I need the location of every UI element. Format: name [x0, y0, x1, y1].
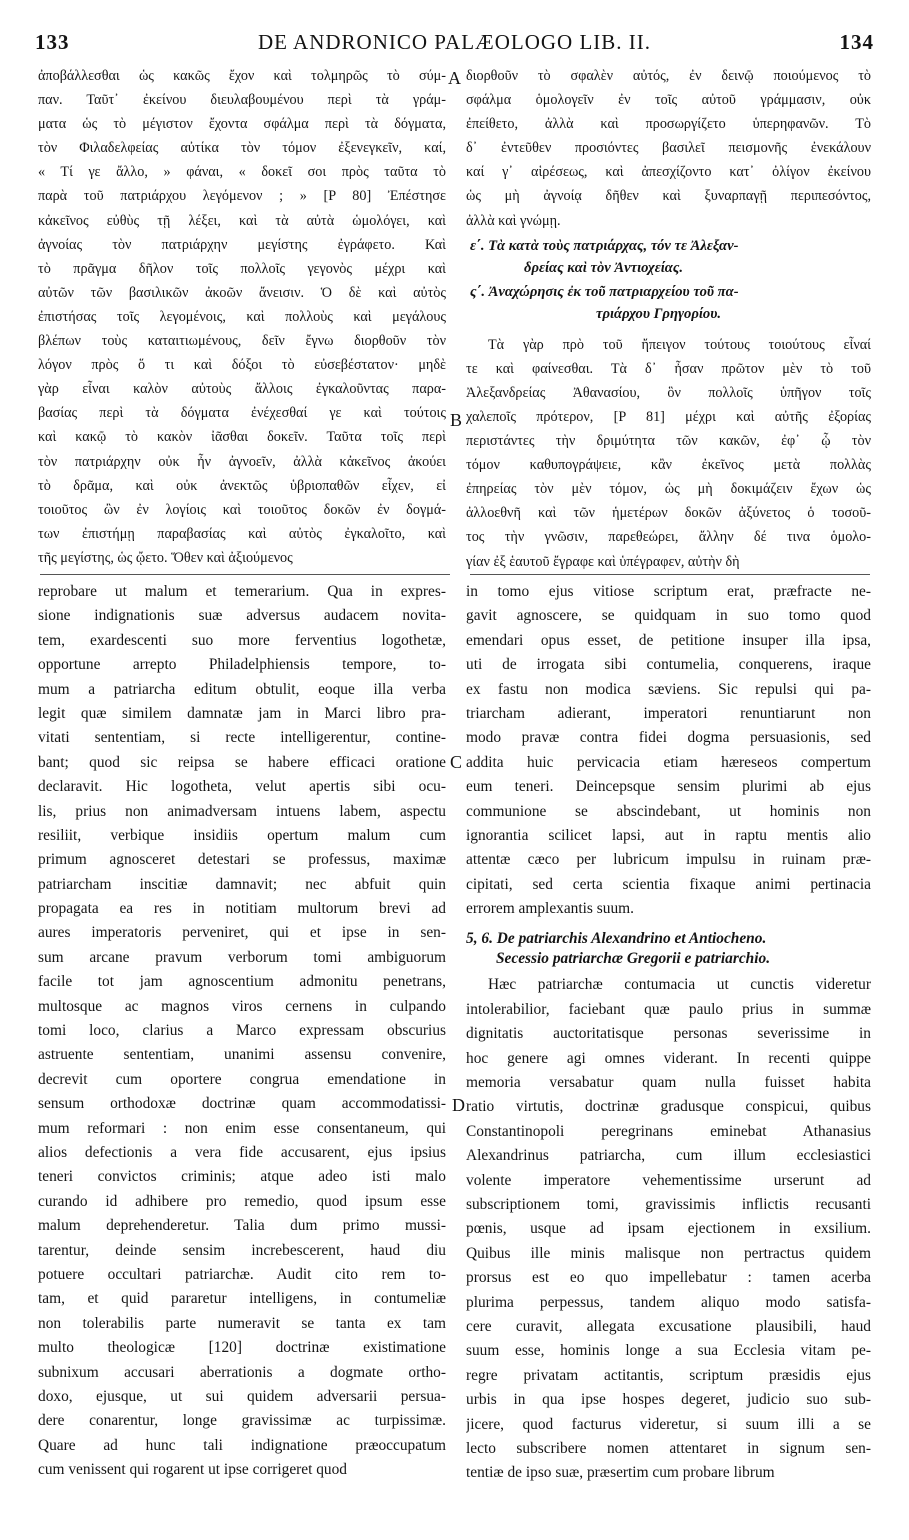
latin-right-top-line: eum teneri. Deincepsque sensim plurimi ab ejus	[466, 778, 871, 796]
latin-left-line: cum venissent qui rogarent ut ipse corrigeret quod	[38, 1461, 348, 1479]
latin-right-top-line: gavit agnoscere, se quidquam in suo tomo quod	[466, 607, 871, 625]
greek-right-bottom-line: τόμον καθυπογράψειε, κἂν ἐκεῖνος μετὰ πολλὰς	[466, 457, 871, 474]
latin-left-line: declaravit. Hic logotheta, velut apertis sibi ocu-	[38, 778, 446, 796]
greek-right-top-line: δ᾽ ἐντεῦθεν προσιόντες βασιλεῖ πεισμονῆς ἐνεκάλουν	[466, 140, 871, 157]
latin-column-left	[38, 580, 446, 1482]
greek-right-bottom-line: γίαν ἐξ ἑαυτοῦ ἔγραφε καὶ ὑπέγραφεν, αὐτὴν δὴ	[466, 553, 740, 570]
greek-heading-5-line1: ε΄. Τὰ κατὰ τοὺς πατριάρχας, τόν τε Ἀλεξαν-	[470, 237, 739, 254]
greek-right-top-line: διορθοῦν τὸ σφαλὲν αὐτός, ἐν δεινῷ ποιούμενος τὸ	[466, 68, 871, 84]
greek-right-top-text	[466, 64, 871, 233]
latin-left-line: Quare ad hunc tali indignatione præoccupatum	[38, 1436, 446, 1454]
margin-letter-c: C	[450, 752, 463, 772]
latin-left-line: malum deprehenderetur. Talia dum primo mussi-	[38, 1217, 446, 1235]
latin-right-top-line: errorem amplexantis suum.	[466, 900, 634, 918]
latin-right-bottom-line: subscriptionem tomi, gravissimis inflictis recusanti	[466, 1195, 871, 1213]
latin-left-line: mum a patriarcha editum obtulit, eoque illa verba	[38, 680, 446, 698]
latin-left-line: resiliit, verbique insidiis opertum malum cum	[38, 826, 446, 844]
greek-left-line: τοιοῦτος ὢν ἐν λογίοις καὶ τοιοῦτος δοκῶν ἐν δογμά-	[38, 501, 446, 518]
latin-right-bottom-line: ratio virtutis, doctrinæ gradusque conspicui, quibus	[466, 1098, 871, 1116]
latin-right-top-line: ex fastu non modica sæviens. Sic repulsi qui pa-	[466, 680, 871, 698]
latin-left-line: tarentur, deinde sensim increbescerent, haud diu	[38, 1241, 446, 1259]
latin-left-line: lis, prius non animadversam intuens labem, aspectu	[38, 802, 446, 820]
latin-left-line: doxo, ejusque, ut sui quidem adversarii persua-	[38, 1387, 446, 1405]
latin-right-top-line: communione se abscindebant, ut hominis non	[466, 802, 871, 820]
latin-right-bottom-line: suum esse, hominis longe a sua Ecclesia vitam pe-	[466, 1342, 871, 1360]
latin-left-line: mum reformari : non enim esse consentaneum, qui	[38, 1119, 446, 1137]
latin-left-line: curando id adhibere pro remedio, quod ipsum esse	[38, 1192, 446, 1210]
greek-left-line: λόγον πρὸς ὅ τι καὶ δόξοι τὸ εὐσεβέστατον· μηδὲ	[38, 357, 446, 374]
greek-right-top-line: ἀλλὰ καὶ γνώμῃ.	[466, 212, 561, 229]
greek-right-bottom-line: ἐπηρείας τὸν μὲν τόμον, ὡς μὴ δοκιμάζειν ἔχων ὡς	[466, 481, 871, 498]
latin-right-top-line: modo pravæ contra fidei dogma persuasionis, sed	[466, 729, 871, 747]
greek-left-line: ἀποβάλλεσθαι ὡς κακῶς ἔχον καὶ τολμηρῶς τὸ σύμ-	[38, 68, 446, 84]
latin-right-top-line: emendari opus esset, de petitione insuper illa ipsa,	[466, 631, 871, 649]
latin-left-line: tomi loco, clarius a Marco expressam obscurius	[38, 1022, 446, 1040]
latin-left-line: vitati sententiam, si recte intelligerentur, contine-	[38, 729, 446, 747]
greek-left-line: τῆς μεγίστης, ὡς ᾤετο. Ὅθεν καὶ ἀξιούμενος	[38, 549, 293, 566]
latin-left-line: multo theologicæ [120] doctrinæ existimatione	[38, 1339, 446, 1357]
latin-left-line: non tolerabilis parte numeravit se tanta ex tam	[38, 1314, 446, 1332]
latin-right-bottom-line: plurima perpessus, tandem aliquo modo satisfa-	[466, 1293, 871, 1311]
greek-right-top-line: ἐπείθετο, ἀλλὰ καὶ προσωργίζετο ὑπερηφανῶν. Τὸ	[466, 116, 871, 133]
greek-left-line: τὸν Φιλαδελφείας αὐτίκα τὸν τόμον ἐξενεγκεῖν, καί,	[38, 140, 446, 157]
greek-left-line: γὰρ εἶναι καλὸν αὐτοὺς ἄλλοις ἐγκαλοῦντας παρα-	[38, 381, 446, 398]
latin-left-line: sum arcane pravum verborum tomi ambiguorum	[38, 948, 446, 966]
greek-right-bottom-text	[466, 333, 871, 574]
running-title: DE ANDRONICO PALÆOLOGO LIB. II.	[257, 30, 652, 54]
latin-left-line: tem, exardescenti suo more ferventius logothetæ,	[38, 631, 446, 649]
greek-right-top-line: καί γ᾽ αἱρέσεως, καὶ ἀπεσχίζοντο κατ᾽ ὀλίγον ἐκείνου	[466, 164, 871, 181]
latin-right-bottom-line: regre privatam actitantis, scriptum præsidis ejus	[466, 1366, 871, 1384]
greek-right-bottom-line: ἀλλοεθνῆ καὶ τῶν ἡμετέρων δοκῶν ἀξύνετος ὁ τοσοῦ-	[466, 505, 871, 522]
greek-right-bottom-line: Τὰ γὰρ πρὸ τοῦ ἤπειγον τούτους τοιούτους εἶναί	[488, 336, 871, 353]
latin-heading-line2: Secessio patriarchæ Gregorii e patriarchio.	[496, 950, 771, 968]
latin-right-bottom-line: pœnis, usque ad ipsam ejectionem in exsilium.	[466, 1220, 871, 1238]
latin-column-right	[466, 580, 871, 1486]
latin-left-line: reprobare ut malum et temerarium. Qua in expres-	[38, 583, 446, 600]
latin-left-line: facile tot jam agnoscentium admonitu penetrans,	[38, 973, 446, 991]
latin-right-bottom-line: hoc genere agi omnes viderant. In recenti quippe	[466, 1049, 871, 1067]
greek-left-line: τὸ δρᾶμα, καὶ οὐκ ἀνεκτῶς ὑβριοπαθῶν εἶχεν, εἰ	[38, 477, 446, 494]
page-number-right: 134	[839, 30, 874, 54]
greek-left-line: ἐπιστήσας τοῖς λεγομένοις, καὶ πολλοὺς καὶ μεγάλους	[38, 308, 446, 325]
greek-right-bottom-line: χαλεποῖς πρότερον, [P 81] μέχρι καὶ αὐτῆς ἐξορίας	[466, 408, 871, 425]
latin-left-line: multosque ac magnos viros cernens in culpando	[38, 997, 446, 1015]
latin-right-top-line: ignorantia scilicet lapsi, aut in raptu mentis alio	[466, 826, 871, 844]
margin-letter-b: B	[450, 410, 463, 430]
latin-right-bottom-line: volente imperatore vehementissime urserunt ad	[466, 1171, 871, 1189]
greek-right-top-line: σφάλμα ὁμολογεῖν ἐν τοῖς αὐτοῦ γράμμασιν, οὐκ	[466, 92, 871, 109]
greek-heading-6-line1: ς΄. Ἀναχώρησις ἐκ τοῦ πατριαρχείου τοῦ πα-	[470, 283, 739, 300]
running-header	[30, 30, 879, 56]
greek-left-line: αὐτῶν τῶν βασιλικῶν ἀκοῶν ἄνεισιν. Ὁ δὲ καὶ αὐτὸς	[38, 284, 446, 301]
latin-right-bottom-line: intolerabilior, faciebant quæ paulo prius in summæ	[466, 1000, 871, 1018]
latin-left-line: legit quæ similem damnatæ jam in Marci libro pra-	[38, 704, 446, 722]
latin-right-bottom-line: Quibus ille minis malisque non pertractus quidem	[466, 1244, 871, 1262]
margin-letter-a: A	[448, 68, 461, 88]
margin-letter-d: D	[452, 1095, 465, 1115]
greek-left-line: « Τί γε ἄλλο, » φάναι, « δοκεῖ σοι πρὸς ταῦτα τὸ	[38, 164, 446, 181]
latin-left-line: alios defectionis a vera fide accusarent, ejus ipsius	[38, 1143, 446, 1161]
column-rule-right	[470, 574, 870, 575]
latin-left-line: teneri convictos criminis; atque adeo isti malo	[38, 1168, 446, 1186]
latin-right-bottom-line: Constantinopoli peregrinans eminebat Athanasius	[466, 1122, 871, 1140]
greek-left-line: παρὰ τοῦ πατριάρχου λεγόμενον ; » [P 80] Ἐπέστησε	[38, 188, 446, 205]
latin-right-bottom-text	[466, 973, 871, 1485]
latin-right-bottom-line: dignitatis auctoritatisque personas severissime in	[466, 1025, 871, 1043]
latin-left-line: propagata ea res in notitiam multorum brevi ad	[38, 900, 446, 918]
latin-left-line: subnixum accusari aberrationis a dogmate ortho-	[38, 1363, 446, 1381]
latin-right-top-line: cipitati, sed certa scientia fixaque animi pertinacia	[466, 875, 871, 893]
greek-left-line: βασίας περὶ τὰ δόγματα ἐνέχεσθαί γε καὶ τούτοις	[38, 405, 446, 422]
latin-right-bottom-line: memoria versabatur quam nulla fuisset habita	[466, 1074, 871, 1092]
latin-left-line: primum agnosceret detestari se professus, maximæ	[38, 851, 446, 869]
greek-column-right	[466, 64, 871, 574]
latin-right-bottom-line: Hæc patriarchæ contumacia ut cunctis videretur	[488, 976, 871, 994]
latin-left-line: astruente sententiam, unanimi assensu convenire,	[38, 1046, 446, 1064]
latin-right-top-line: in tomo ejus vitiose scriptum erat, præfracte ne-	[466, 583, 871, 600]
latin-right-top-line: attentæ cæco per lubricum impulsu in ruinam præ-	[466, 851, 871, 869]
greek-left-line: τὸ πρᾶγμα δῆλον τοῖς πολλοῖς γεγονὸς μέχρι καὶ	[38, 260, 446, 277]
greek-left-line: βλέπων τοὺς καταιτιωμένους, δεῖν ἔγνω διορθοῦν τὸν	[38, 333, 446, 350]
greek-left-line: κἀκεῖνος εὐθὺς τῇ λέξει, καὶ τὰ αὐτὰ ὡμολόγει, καὶ	[38, 212, 446, 229]
greek-heading-5-line2: δρείας καὶ τὸν Ἀντιοχείας.	[524, 259, 684, 276]
latin-right-top-line: uti de irrogata sibi contumelia, conquerens, iraque	[466, 656, 871, 674]
column-rule-left	[40, 574, 450, 575]
latin-right-bottom-line: cere curavit, allegata excusatione plausibili, haud	[466, 1317, 871, 1335]
latin-left-line: tam, et quid pararetur intelligens, in contumeliæ	[38, 1290, 446, 1308]
latin-left-line: opportune arrepto Philadelphiensis tempore, to-	[38, 656, 446, 674]
latin-left-line: sione indignationis suæ adversus audacem novita-	[38, 607, 446, 625]
greek-left-line: παν. Ταῦτ᾽ ἐκείνου διευλαβουμένου περὶ τὰ γράμ-	[38, 92, 446, 109]
greek-left-line: τὸν πατριάρχην οὐκ ἦν ἀγνοεῖν, ἀλλὰ κἀκεῖνος ἀκούει	[38, 453, 446, 470]
latin-right-bottom-line: urbis in qua ipse hospes degeret, judicio suo sub-	[466, 1391, 871, 1409]
latin-right-bottom-line: Alexandrinus patriarcha, cum illum ecclesiastici	[466, 1147, 871, 1165]
latin-right-bottom-line: jicere, quod facturus videretur, si suum illi a se	[466, 1415, 871, 1433]
greek-right-bottom-line: περιστάντες τὴν δριμύτητα τῶν κακῶν, ἐφ᾽ ᾧ τὸν	[466, 433, 871, 450]
greek-right-bottom-line: Ἀλεξανδρείας Ἀθανασίου, ὃν πολλοῖς ὑπῆγον τοῖς	[466, 384, 871, 401]
greek-heading-6	[466, 281, 871, 325]
greek-right-bottom-line: τος τὴν γνῶσιν, παρεθεώρει, ἄλλην δέ τινα ὁμολο-	[466, 529, 871, 546]
latin-left-line: patriarcham inscitiæ damnavit; nec abfuit quin	[38, 875, 446, 893]
greek-column-left	[38, 64, 446, 570]
latin-heading	[466, 929, 871, 969]
greek-left-line: των ἐπιστήμῃ παραβασίας καὶ αὐτὸς ἐγκαλοῖτο, καὶ	[38, 525, 446, 542]
greek-heading-5	[466, 235, 871, 279]
latin-left-line: sensum orthodoxæ doctrinæ quam accommodatissi-	[38, 1095, 446, 1113]
page-number-left: 133	[35, 30, 70, 54]
greek-heading-6-line2: τριάρχου Γρηγορίου.	[596, 305, 721, 322]
latin-left-line: aures imperatoris perveniret, qui et ipse in sen-	[38, 924, 446, 942]
greek-left-line: καὶ κακῷ τὸ κακὸν ἰᾶσθαι δοκεῖν. Ταῦτα τοῖς περὶ	[38, 429, 446, 446]
latin-heading-line1: 5, 6. De patriarchis Alexandrino et Antiocheno.	[466, 930, 767, 948]
latin-right-top-line: triarcham adierant, imperatori renuntiarunt non	[466, 704, 871, 722]
latin-right-top-line: addita huic pervicacia etiam hæreseos compertum	[466, 753, 871, 771]
latin-right-bottom-line: lecto subscribere nomen attentaret in signum sen-	[466, 1439, 871, 1457]
latin-right-top-text	[466, 580, 871, 921]
latin-left-line: bant; quod sic reipsa se habere efficaci oratione	[38, 753, 446, 771]
latin-left-line: dere conarentur, longe gravissimæ ac turpissimæ.	[38, 1412, 446, 1430]
latin-right-bottom-line: prorsus est eo quo impellebatur : tamen acerba	[466, 1269, 871, 1287]
latin-left-line: potuere occultari patriarchæ. Audit cito rem to-	[38, 1265, 446, 1283]
greek-right-top-line: ὡς μὴ ἀγνοίᾳ δῆθεν καὶ ξυναρπαγῇ περιπεσόντος,	[466, 188, 871, 205]
latin-right-bottom-line: tentiæ de ipso suæ, præsertim cum probare librum	[466, 1464, 775, 1482]
latin-left-line: decrevit cum oportere congrua emendatione in	[38, 1070, 446, 1088]
greek-left-line: ἀγνοίας τὸν πατριάρχην μεγίστης ἐγράφετο. Καὶ	[38, 236, 446, 253]
greek-right-bottom-line: τε καὶ φαίνεσθαι. Τὰ δ᾽ ἦσαν πρῶτον μὲν τὸ τοῦ	[466, 360, 871, 377]
greek-left-line: ματα ὡς τὸ μέγιστον ἔχοντα σφάλμα περὶ τὰ δόγματα,	[38, 116, 446, 133]
